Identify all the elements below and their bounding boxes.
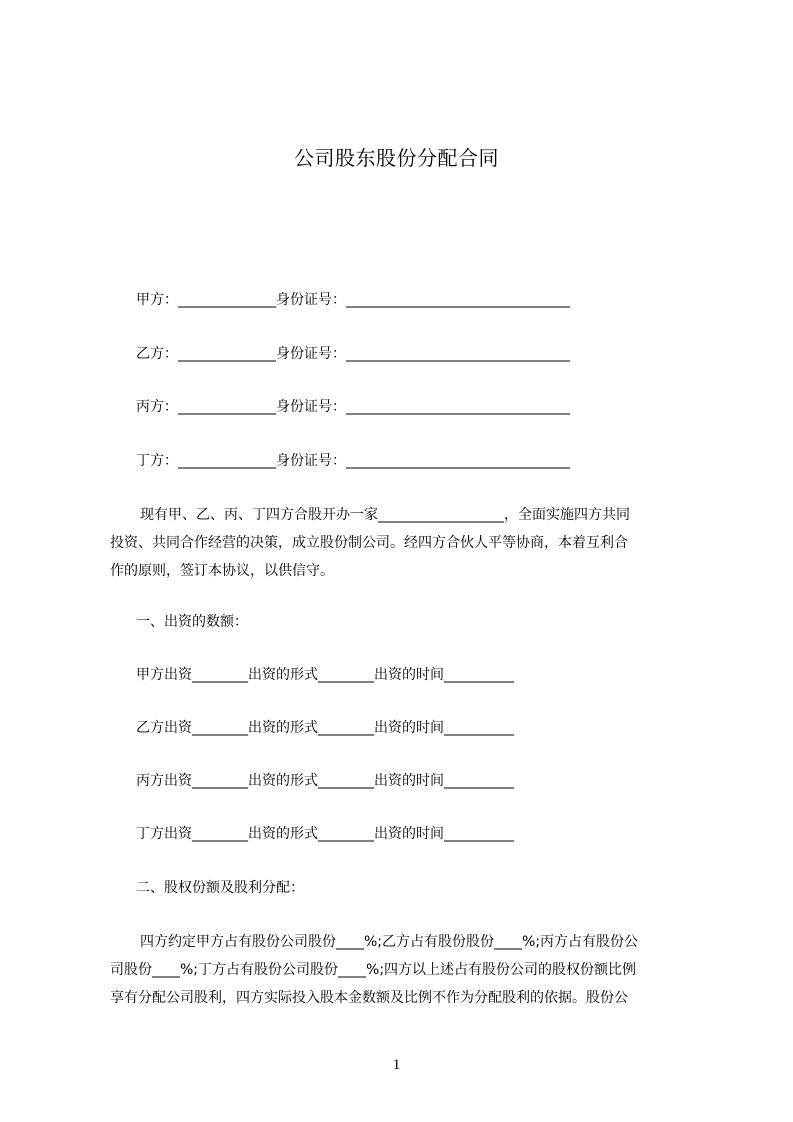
contribution-line-jia: 甲方出资________出资的形式________出资的时间__________ bbox=[136, 667, 514, 683]
intro-line-1: 现有甲、乙、丙、丁四方合股开办一家__________________，全面实施四方共同 bbox=[140, 507, 630, 523]
section2-line-1: 四方约定甲方占有股份公司股份____%;乙方占有股份股份____%;丙方占有股份公 bbox=[140, 934, 639, 950]
party-line-jia: 甲方：______________身份证号：________________________________ bbox=[136, 292, 570, 308]
contribution-line-ding: 丁方出资________出资的形式________出资的时间__________ bbox=[136, 826, 514, 842]
contribution-line-yi: 乙方出资________出资的形式________出资的时间__________ bbox=[136, 720, 514, 736]
page-number: 1 bbox=[392, 1057, 401, 1073]
document-title: 公司股东股份分配合同 bbox=[294, 146, 499, 170]
party-line-bing: 丙方：______________身份证号：________________________________ bbox=[136, 399, 570, 415]
section2-heading: 二、股权份额及股利分配： bbox=[136, 880, 304, 896]
section2-line-3: 享有分配公司股利，四方实际投入股本金数额及比例不作为分配股利的依据。股份公 bbox=[110, 990, 628, 1006]
party-line-ding: 丁方：______________身份证号：________________________________ bbox=[136, 453, 570, 469]
contribution-line-bing: 丙方出资________出资的形式________出资的时间__________ bbox=[136, 773, 514, 789]
intro-line-2: 投资、共同合作经营的决策，成立股份制公司。经四方合伙人平等协商，本着互利合 bbox=[110, 535, 628, 551]
section2-line-2: 司股份____%;丁方占有股份公司股份____%;四方以上述占有股份公司的股权份额比例 bbox=[110, 962, 637, 978]
intro-line-3: 作的原则，签订本协议，以供信守。 bbox=[110, 563, 334, 579]
section1-heading: 一、出资的数额： bbox=[136, 614, 248, 630]
party-line-yi: 乙方：______________身份证号：________________________________ bbox=[136, 346, 570, 362]
